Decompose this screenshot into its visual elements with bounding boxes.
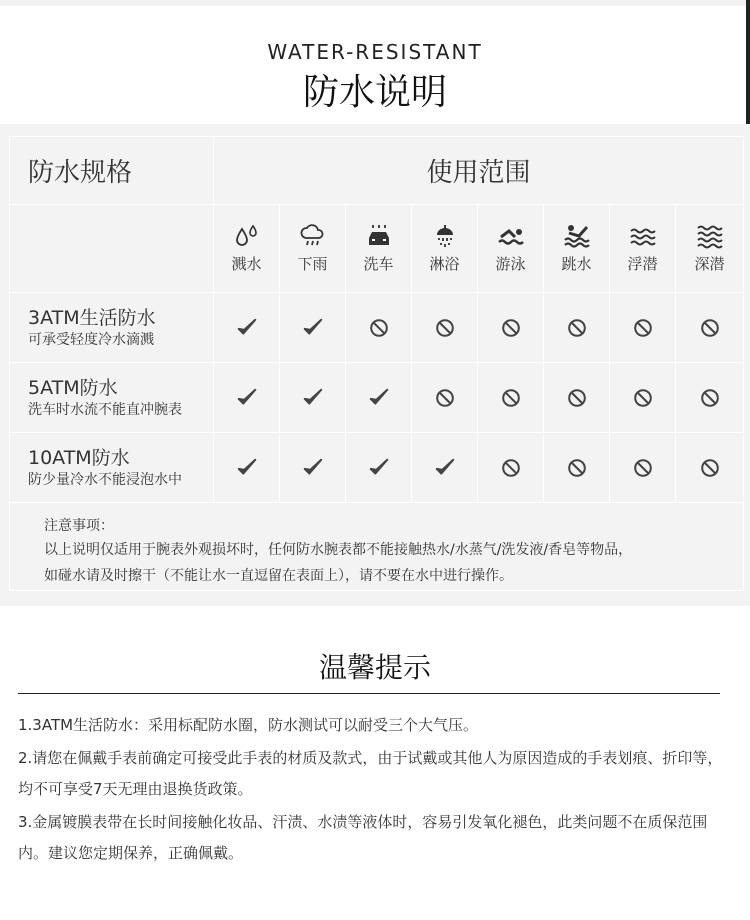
row-desc: 可承受轻度冷水滴溅 (28, 331, 154, 348)
notes-line: 如碰水请及时擦干（不能让水一直逗留在表面上），请不要在水中进行操作。 (44, 568, 513, 584)
notes-block (10, 503, 744, 591)
row-label (10, 433, 214, 503)
deep-waves-icon (696, 223, 724, 249)
scenario-label: 游泳 (495, 255, 526, 273)
prohibited-icon (478, 433, 544, 503)
scenario-cell (412, 205, 478, 293)
table-row (10, 293, 744, 363)
prohibited-icon (676, 433, 744, 503)
scenario-label: 淋浴 (429, 255, 460, 273)
row-label (10, 293, 214, 363)
check-icon (280, 433, 346, 503)
prohibited-icon (478, 293, 544, 363)
prohibited-icon (346, 293, 412, 363)
waves-icon (629, 223, 657, 249)
scenario-cell (214, 205, 280, 293)
droplets-icon (233, 223, 261, 249)
scenario-label: 溅水 (231, 255, 262, 273)
header-usage: 使用范围 (214, 137, 744, 205)
row-title: 3ATM生活防水 (28, 306, 156, 329)
tips-divider (18, 693, 720, 694)
scenario-cell (676, 205, 744, 293)
page-title: 防水说明 (302, 72, 447, 113)
check-icon (214, 433, 280, 503)
tips-list (18, 710, 730, 871)
row-desc: 洗车时水流不能直冲腕表 (28, 401, 182, 418)
prohibited-icon (676, 363, 744, 433)
table-row (10, 433, 744, 503)
prohibited-icon (478, 363, 544, 433)
scenario-cell (478, 205, 544, 293)
row-desc: 防少量冷水不能浸泡水中 (28, 471, 182, 488)
table-row (10, 363, 744, 433)
notes-line: 以上说明仅适用于腕表外观损坏时，任何防水腕表都不能接触热水/水蒸气/洗发液/香皂等物品， (44, 542, 633, 558)
scenario-cell (544, 205, 610, 293)
prohibited-icon (610, 293, 676, 363)
scenario-cell (280, 205, 346, 293)
check-icon (214, 363, 280, 433)
tip-item: 1.3ATM生活防水：采用标配防水圈，防水测试可以耐受三个大气压。 (18, 716, 479, 734)
empty-cell (10, 205, 214, 293)
waterproof-table (9, 136, 744, 591)
prohibited-icon (544, 363, 610, 433)
scenario-row (10, 205, 744, 293)
car-wash-icon (365, 223, 393, 249)
scenario-label: 洗车 (363, 255, 394, 273)
swimmer-icon (497, 223, 525, 249)
scenario-label: 深潜 (694, 255, 725, 273)
notes-title: 注意事项： (44, 518, 114, 534)
check-icon (412, 433, 478, 503)
scenario-cell (346, 205, 412, 293)
shower-icon (431, 223, 459, 249)
prohibited-icon (412, 293, 478, 363)
diver-icon (563, 223, 591, 249)
scenario-cell (610, 205, 676, 293)
check-icon (346, 433, 412, 503)
check-icon (346, 363, 412, 433)
prohibited-icon (610, 433, 676, 503)
prohibited-icon (544, 293, 610, 363)
prohibited-icon (544, 433, 610, 503)
tip-item: 2.请您在佩戴手表前确定可接受此手表的材质及款式，由于试戴或其他人为原因造成的手表划痕、折印等，均不可享受7天无理由退换货政策。 (18, 749, 723, 798)
scenario-label: 跳水 (561, 255, 592, 273)
tips-title: 温馨提示 (318, 651, 431, 684)
header-spec: 防水规格 (10, 137, 214, 205)
tip-item: 3.金属镀膜表带在长时间接触化妆品、汗渍、水渍等液体时，容易引发氧化褪色，此类问题不在质保范围内。建议您定期保养，正确佩戴。 (18, 813, 708, 862)
check-icon (280, 293, 346, 363)
english-subtitle: WATER-RESISTANT (267, 40, 483, 64)
check-icon (280, 363, 346, 433)
prohibited-icon (676, 293, 744, 363)
prohibited-icon (610, 363, 676, 433)
row-title: 10ATM防水 (28, 446, 130, 469)
row-label (10, 363, 214, 433)
top-edge-band (0, 0, 750, 6)
prohibited-icon (412, 363, 478, 433)
check-icon (214, 293, 280, 363)
rain-cloud-icon (299, 223, 327, 249)
row-title: 5ATM防水 (28, 376, 118, 399)
scenario-label: 浮潜 (627, 255, 658, 273)
scenario-label: 下雨 (297, 255, 328, 273)
